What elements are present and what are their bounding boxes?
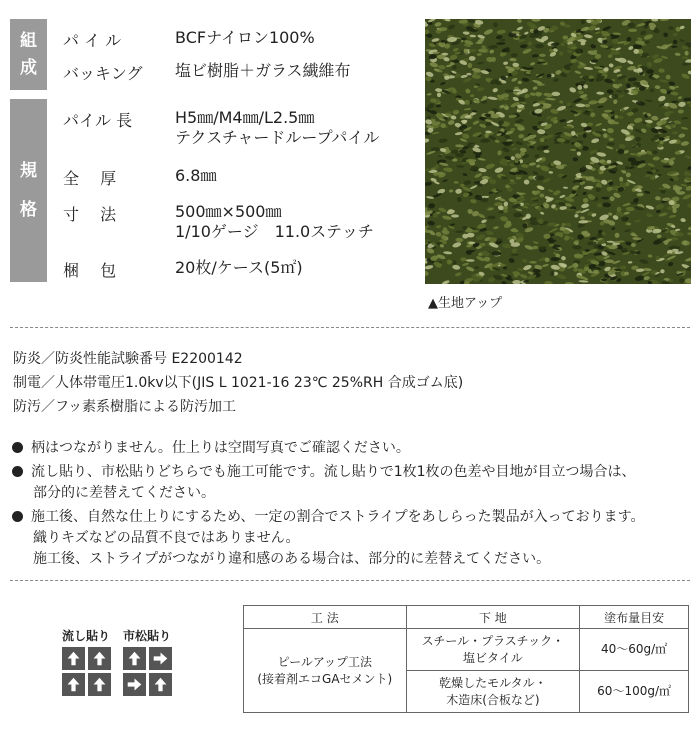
bullet-item: 柄はつながりません。仕上りは空間写真でご確認ください。 xyxy=(12,437,410,457)
arrow-up-icon xyxy=(123,647,146,670)
spec-label-size: 寸 法 xyxy=(63,205,117,224)
base-cell: 乾燥したモルタル・ 木造床(合板など) xyxy=(406,671,580,713)
straight-layout-diagram xyxy=(62,647,112,697)
note-flameproof: 防炎／防炎性能試験番号 E2200142 xyxy=(13,351,243,367)
bullet-item: 施工後、自然な仕上りにするため、一定の割合でストライプをあしらった製品が入っております。 xyxy=(12,506,644,526)
base-cell: スチール・プラスチック・ 塩ビタイル xyxy=(406,629,580,671)
arrow-right-icon xyxy=(123,673,146,696)
photo-caption: ▲生地アップ xyxy=(428,296,503,311)
spec-tag: 規 格 xyxy=(10,99,47,282)
spec-label-backing: バッキング xyxy=(63,64,143,83)
bullet-continuation: 部分的に差替えてください。 xyxy=(33,485,215,501)
header-method: 工 法 xyxy=(244,606,407,629)
spec-value-pile-length: H5㎜/M4㎜/L2.5㎜ テクスチャードループパイル xyxy=(175,108,380,147)
bullet-continuation: 施工後、ストライプがつながり違和感のある場合は、部分的に差替えてください。 xyxy=(33,551,551,567)
spec-value-size: 500㎜×500㎜ 1/10ゲージ 11.0ステッチ xyxy=(175,202,374,241)
header-amount: 塗布量目安 xyxy=(580,606,689,629)
arrow-up-icon xyxy=(62,673,85,696)
spec-label-pile: パ イ ル xyxy=(63,31,122,50)
bullet-dot-icon xyxy=(12,442,23,453)
bullet-item: 流し貼り、市松貼りどちらでも施工可能です。流し貼りで1枚1枚の色差や目地が目立つ場合は、 xyxy=(12,461,636,481)
fabric-texture xyxy=(425,19,691,284)
divider xyxy=(10,327,690,328)
spec-value-pile: BCFナイロン100% xyxy=(175,28,315,47)
table-row xyxy=(244,629,689,671)
spec-value-thickness: 6.8㎜ xyxy=(175,166,217,185)
installation-method-table xyxy=(243,605,689,713)
spec-value-backing: 塩ビ樹脂＋ガラス繊維布 xyxy=(175,61,351,80)
arrow-right-icon xyxy=(149,647,172,670)
bullet-dot-icon xyxy=(12,511,23,522)
spec-value-packing: 20枚/ケース(5㎡) xyxy=(175,258,303,277)
arrow-up-icon xyxy=(62,647,85,670)
note-stainproof: 防汚／フッ素系樹脂による防汚加工 xyxy=(13,399,237,415)
layout-label-checker: 市松貼り xyxy=(123,629,172,643)
fabric-closeup-photo xyxy=(425,19,691,284)
bullet-dot-icon xyxy=(12,466,23,477)
amount-cell: 40～60g/㎡ xyxy=(580,629,689,671)
amount-cell: 60～100g/㎡ xyxy=(580,671,689,713)
checker-layout-diagram xyxy=(123,647,173,697)
composition-tag: 組 成 xyxy=(10,19,47,90)
layout-label-straight: 流し貼り xyxy=(62,629,111,643)
arrow-up-icon xyxy=(149,673,172,696)
bullet-continuation: 織りキズなどの品質不良ではありません。 xyxy=(33,530,300,546)
divider xyxy=(10,580,690,581)
arrow-up-icon xyxy=(88,647,111,670)
spec-label-thickness: 全 厚 xyxy=(63,169,117,188)
header-base: 下 地 xyxy=(406,606,580,629)
spec-label-pile-length: パイル 長 xyxy=(63,111,133,130)
note-antistatic: 制電／人体帯電圧1.0kv以下(JIS L 1021-16 23℃ 25%RH 合成ゴム底) xyxy=(13,375,464,391)
spec-label-packing: 梱 包 xyxy=(63,261,117,280)
table-header-row xyxy=(244,606,689,629)
arrow-up-icon xyxy=(88,673,111,696)
method-cell: ピールアップ工法 (接着剤エコGAセメント) xyxy=(244,629,407,713)
